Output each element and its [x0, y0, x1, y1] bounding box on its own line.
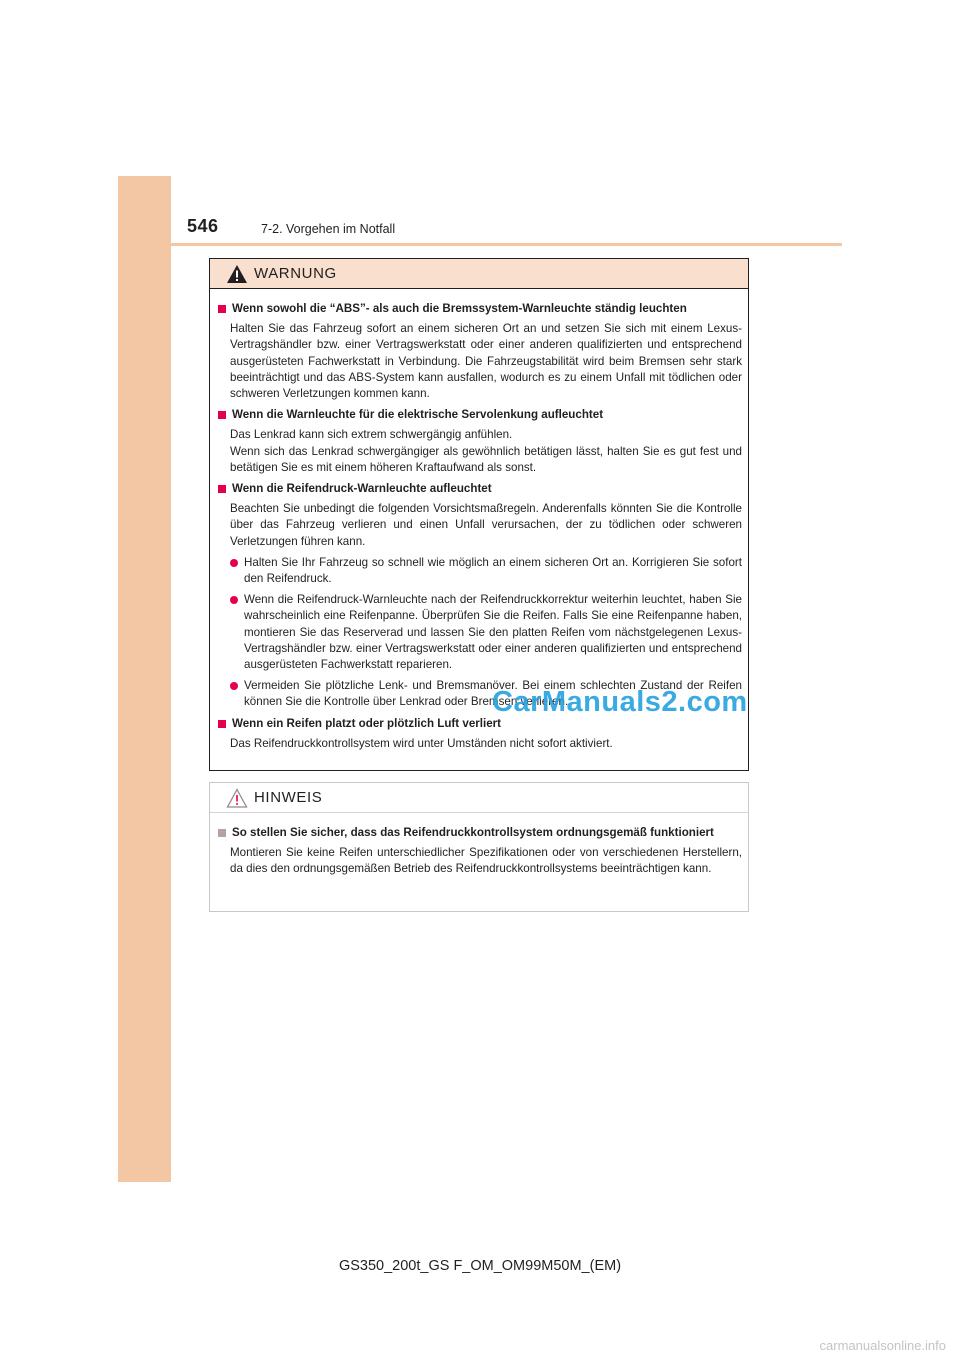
notice-item-tpms — [218, 825, 742, 878]
item-text: Das Reifendruckkontrollsystem wird unter Umständen nicht sofort aktiviert. — [230, 736, 613, 750]
notice-triangle-icon — [226, 788, 248, 808]
notice-body — [210, 813, 748, 878]
item-title: So stellen Sie sicher, dass das Reifendruckkontrollsystem ordnungsgemäß funktioniert — [232, 826, 714, 839]
round-bullet-icon — [230, 682, 238, 690]
item-title: Wenn sowohl die “ABS”- als auch die Bremssystem-Warnleuchte ständig leuchten — [232, 302, 687, 315]
warning-item-tire-burst — [218, 716, 742, 752]
header-rule — [118, 243, 842, 246]
page-number: 546 — [187, 216, 219, 236]
footer-document-code: GS350_200t_GS F_OM_OM99M50M_(EM) — [338, 1258, 622, 1274]
item-text: Beachten Sie unbedingt die folgenden Vorsichtsmaßregeln. Anderenfalls könnten Sie die Kontrolle über das Fahrzeug verlieren und einen Unfall verursachen, der zu tödlichen oder schweren Verletzungen führen kann. — [230, 502, 742, 548]
section-title: 7-2. Vorgehen im Notfall — [261, 222, 396, 236]
item-title: Wenn die Reifendruck-Warnleuchte aufleuchtet — [232, 482, 492, 496]
watermark-logo: CarManuals2.com — [492, 686, 748, 718]
item-text: Halten Sie das Fahrzeug sofort an einem sicheren Ort an und setzen Sie sich mit einem Lexus-Vertragshändler bzw. einer Vertragswerkstatt oder einer anderen qualifizierten und entsprechend ausgerüsteten Fachwerkstatt in Verbindung. Die Fahrzeugstabilität wird beim Bremsen sehr stark beeinträchtigt und das ABS-System kann ausfallen, wodurch es zu einem Unfall mit tödlichen oder schweren Verletzungen kommen kann. — [230, 322, 742, 401]
warning-label: WARNUNG — [254, 265, 337, 282]
warning-triangle-icon — [226, 264, 248, 284]
warning-body — [210, 289, 748, 752]
item-text: Wenn sich das Lenkrad schwergängiger als gewöhnlich betätigen lässt, halten Sie es gut fest und betätigen Sie es mit einem höheren Kraftaufwand als sonst. — [230, 444, 742, 474]
square-bullet-icon — [218, 720, 226, 728]
chapter-sidebar-tab — [118, 176, 171, 1182]
warning-item-abs — [218, 301, 742, 402]
list-item: Wenn die Reifendruck-Warnleuchte nach der Reifendruckkorrektur weiterhin leuchtet, haben Sie wahrscheinlich eine Reifenpanne. Überprüfen Sie die Reifen. Falls Sie eine Reifenpanne haben, montieren Sie das Reserverad und lassen Sie den platten Reifen vom nächstgelegenen Lexus-Vertragshändler bzw. einer Vertragswerkstatt oder einer anderen qualifizierten und entsprechend ausgerüsteten Fachwerkstatt reparieren. — [218, 592, 742, 673]
item-text: Montieren Sie keine Reifen unterschiedlicher Spezifikationen oder von verschiedenen Herstellern, da dies den ordnungsgemäßen Betrieb des Reifendruckkontrollsystems beeinträchtigen kann. — [230, 846, 742, 876]
notice-header — [210, 783, 748, 813]
round-bullet-icon — [230, 596, 238, 604]
square-bullet-icon — [218, 411, 226, 419]
warning-item-power-steering — [218, 407, 742, 476]
item-text: Das Lenkrad kann sich extrem schwergängig anfühlen. — [230, 428, 513, 442]
warning-item-tire-pressure — [218, 481, 742, 711]
footer-site-watermark: carmanualsonline.info — [819, 1338, 946, 1353]
list-item: Halten Sie Ihr Fahrzeug so schnell wie möglich an einem sicheren Ort an. Korrigieren Sie sofort den Reifendruck. — [218, 555, 742, 587]
notice-box — [209, 782, 749, 912]
square-bullet-icon — [218, 829, 226, 837]
square-bullet-icon — [218, 305, 226, 313]
warning-header — [210, 259, 748, 289]
item-title: Wenn die Warnleuchte für die elektrische Servolenkung aufleuchtet — [232, 408, 604, 422]
square-bullet-icon — [218, 485, 226, 493]
item-title: Wenn ein Reifen platzt oder plötzlich Luft verliert — [232, 716, 502, 730]
notice-label: HINWEIS — [254, 789, 323, 806]
list-item: Vermeiden Sie plötzliche Lenk- und Bremsmanöver. Bei einem schlechten Zustand der Reifen können Sie die Kontrolle über Lenkrad oder Bremsen verlieren. — [218, 678, 742, 710]
round-bullet-icon — [230, 559, 238, 567]
